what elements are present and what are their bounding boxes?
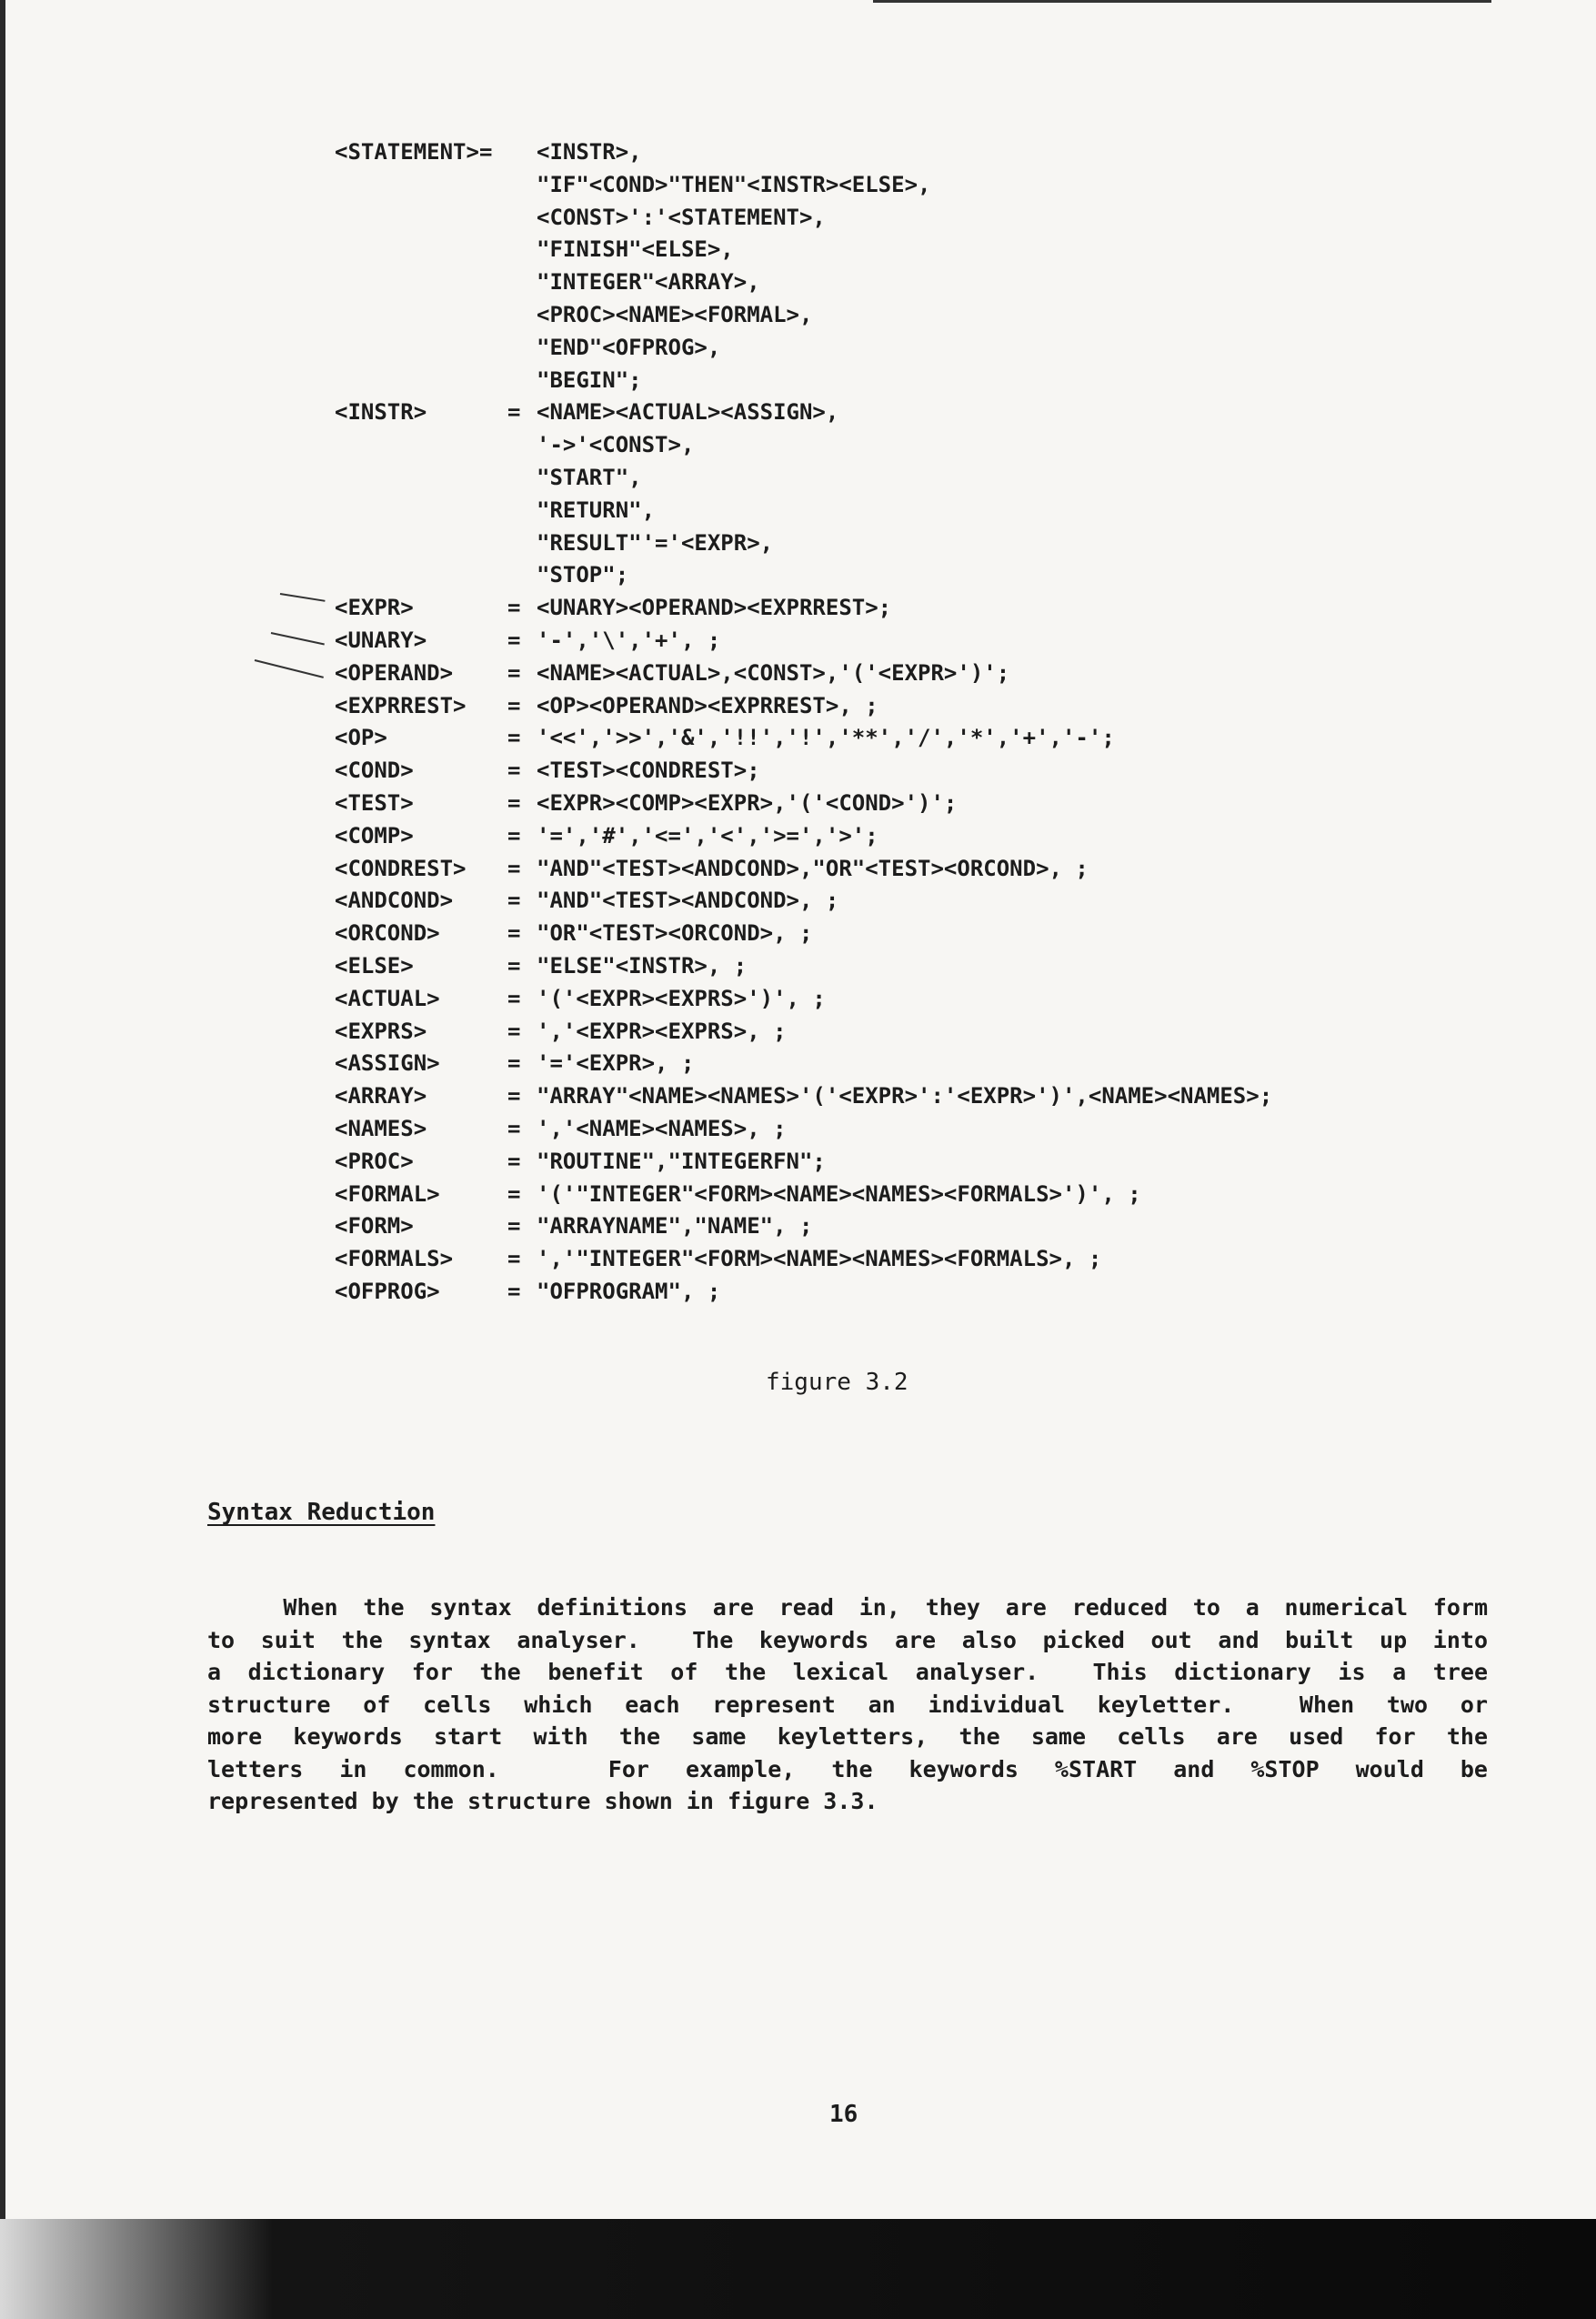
- grammar-lhs: [335, 169, 507, 202]
- grammar-lhs: [335, 365, 507, 397]
- paragraph-line-text: letters in common. For example, the keywords %START and %STOP would be: [207, 1755, 1488, 1782]
- grammar-eq: =: [507, 822, 521, 848]
- grammar-lhs: <UNARY>: [335, 627, 427, 653]
- grammar-rule: [335, 788, 1508, 820]
- grammar-rhs: "ARRAY"<NAME><NAMES>'('<EXPR>':'<EXPR>')',<NAME><NAMES>;: [537, 1083, 1273, 1109]
- grammar-eq: [507, 365, 537, 397]
- paragraph-line-text: When the syntax definitions are read in, they are reduced to a numerical form: [207, 1594, 1488, 1621]
- grammar-lhs: <EXPRS>: [335, 1018, 427, 1044]
- grammar-lhs: <ANDCOND>: [335, 888, 454, 914]
- grammar-rhs: "OFPROGRAM", ;: [537, 1278, 721, 1304]
- pen-mark-unary: [271, 632, 325, 645]
- grammar-rhs: <NAME><ACTUAL>,<CONST>,'('<EXPR>')';: [537, 659, 1010, 686]
- grammar-eq: =: [507, 888, 521, 914]
- grammar-rule: [335, 299, 1508, 332]
- grammar-rule: [335, 722, 1508, 755]
- paragraph-line: [207, 1753, 1488, 1786]
- grammar-definitions: [335, 136, 1508, 1309]
- grammar-rule: [335, 397, 1508, 429]
- scan-shadow: [0, 2219, 1596, 2319]
- grammar-rhs: "RESULT"'='<EXPR>,: [537, 529, 774, 556]
- grammar-lhs: <ASSIGN>: [335, 1050, 440, 1077]
- grammar-rhs: <NAME><ACTUAL><ASSIGN>,: [537, 399, 839, 426]
- figure-caption: figure 3.2: [766, 1369, 908, 1396]
- grammar-lhs: <OFPROG>: [335, 1278, 440, 1304]
- grammar-rule: [335, 1080, 1508, 1113]
- grammar-rhs: ','<NAME><NAMES>, ;: [537, 1115, 787, 1141]
- paragraph-line: [207, 1689, 1488, 1722]
- grammar-eq: =: [507, 1278, 521, 1304]
- grammar-rule: [335, 462, 1508, 495]
- grammar-lhs: <NAMES>: [335, 1115, 427, 1141]
- grammar-rule: [335, 365, 1508, 397]
- grammar-rhs: '='<EXPR>, ;: [537, 1050, 695, 1077]
- grammar-rule: [335, 950, 1508, 983]
- grammar-eq: =: [507, 1246, 521, 1272]
- grammar-rhs: "START",: [537, 464, 642, 490]
- grammar-eq: =: [507, 758, 521, 784]
- grammar-eq: =: [507, 1213, 521, 1240]
- grammar-lhs: [335, 234, 507, 266]
- grammar-lhs: <EXPR>: [335, 595, 414, 621]
- grammar-eq: [507, 202, 537, 235]
- grammar-rhs: '('<EXPR><EXPRS>')', ;: [537, 985, 826, 1011]
- grammar-rule: [335, 1113, 1508, 1146]
- paragraph-line-text: represented by the structure shown in figure 3.3.: [207, 1788, 878, 1814]
- page-top-edge: [873, 0, 1491, 3]
- grammar-eq: =: [507, 595, 521, 621]
- grammar-lhs: [335, 266, 507, 299]
- grammar-lhs: <OP>: [335, 725, 387, 751]
- grammar-lhs: [335, 559, 507, 592]
- grammar-lhs: [335, 527, 507, 560]
- grammar-eq: =: [507, 627, 521, 653]
- grammar-eq: [507, 136, 537, 169]
- grammar-rhs: '=','#','<=','<','>=','>';: [537, 822, 878, 848]
- paragraph-line-text: a dictionary for the benefit of the lexical analyser. This dictionary is a tree: [207, 1659, 1488, 1685]
- grammar-eq: [507, 527, 537, 560]
- grammar-eq: =: [507, 1050, 521, 1077]
- grammar-rule: [335, 820, 1508, 853]
- grammar-rule: [335, 918, 1508, 950]
- grammar-rhs: "STOP";: [537, 562, 629, 588]
- grammar-eq: =: [507, 985, 521, 1011]
- grammar-rhs: <INSTR>,: [537, 139, 642, 165]
- grammar-lhs: <COND>: [335, 758, 414, 784]
- grammar-rule: [335, 1276, 1508, 1309]
- grammar-rule: [335, 1210, 1508, 1243]
- section-heading: Syntax Reduction: [207, 1499, 436, 1526]
- pen-mark-operand: [255, 659, 324, 678]
- grammar-rhs: <UNARY><OPERAND><EXPRREST>;: [537, 595, 892, 621]
- grammar-rule: [335, 136, 1508, 169]
- grammar-rhs: '<<','>>','&','!!','!','**','/','*','+','-';: [537, 725, 1115, 751]
- grammar-eq: [507, 462, 537, 495]
- grammar-lhs: [335, 462, 507, 495]
- grammar-lhs: [335, 495, 507, 527]
- grammar-rhs: '('"INTEGER"<FORM><NAME><NAMES><FORMALS>')', ;: [537, 1180, 1141, 1207]
- grammar-lhs: <EXPRREST>: [335, 692, 467, 718]
- grammar-rule: [335, 592, 1508, 625]
- grammar-rule: [335, 690, 1508, 723]
- grammar-rhs: "ARRAYNAME","NAME", ;: [537, 1213, 813, 1240]
- grammar-rhs: "RETURN",: [537, 497, 656, 523]
- grammar-rhs: "FINISH"<ELSE>,: [537, 236, 734, 263]
- paragraph-line: [207, 1624, 1488, 1657]
- grammar-eq: =: [507, 1180, 521, 1207]
- grammar-rhs: ','<EXPR><EXPRS>, ;: [537, 1018, 787, 1044]
- grammar-rule: [335, 332, 1508, 365]
- grammar-rhs: '->'<CONST>,: [537, 432, 695, 458]
- pen-mark-expr: [280, 593, 326, 602]
- grammar-lhs: <TEST>: [335, 789, 414, 816]
- paragraph-line-text: more keywords start with the same keyletters, the same cells are used for the: [207, 1723, 1488, 1750]
- grammar-eq: [507, 299, 537, 332]
- grammar-rhs: <OP><OPERAND><EXPRREST>, ;: [537, 692, 878, 718]
- grammar-rhs: <TEST><CONDREST>;: [537, 758, 760, 784]
- grammar-lhs: <OPERAND>: [335, 659, 454, 686]
- grammar-rhs: "BEGIN";: [537, 366, 642, 393]
- grammar-rule: [335, 1243, 1508, 1276]
- paragraph-line: [207, 1656, 1488, 1689]
- grammar-rule: [335, 527, 1508, 560]
- grammar-rule: [335, 1016, 1508, 1049]
- grammar-rule: [335, 1048, 1508, 1080]
- grammar-rule: [335, 983, 1508, 1016]
- grammar-eq: [507, 169, 537, 202]
- grammar-rhs: "ROUTINE","INTEGERFN";: [537, 1148, 826, 1174]
- grammar-lhs: [335, 299, 507, 332]
- grammar-rule: [335, 202, 1508, 235]
- grammar-eq: [507, 559, 537, 592]
- grammar-lhs: <CONDREST>: [335, 855, 467, 881]
- grammar-eq: =: [507, 1018, 521, 1044]
- grammar-rule: [335, 169, 1508, 202]
- grammar-lhs: [335, 332, 507, 365]
- grammar-eq: [507, 332, 537, 365]
- grammar-rhs: "END"<OFPROG>,: [537, 334, 721, 360]
- paragraph-line-text: to suit the syntax analyser. The keywords are also picked out and built up into: [207, 1626, 1488, 1653]
- grammar-eq: =: [507, 855, 521, 881]
- grammar-rule: [335, 853, 1508, 886]
- paragraph-line-text: structure of cells which each represent an individual keyletter. When two or: [207, 1691, 1488, 1718]
- grammar-eq: =: [507, 920, 521, 947]
- grammar-rhs: "INTEGER"<ARRAY>,: [537, 269, 760, 296]
- grammar-rule: [335, 234, 1508, 266]
- grammar-rhs: "OR"<TEST><ORCOND>, ;: [537, 920, 813, 947]
- grammar-eq: [507, 429, 537, 462]
- grammar-eq: =: [507, 1083, 521, 1109]
- grammar-lhs: [335, 202, 507, 235]
- paragraph-line: [207, 1785, 1488, 1818]
- grammar-eq: =: [507, 399, 521, 426]
- grammar-rhs: "AND"<TEST><ANDCOND>, ;: [537, 888, 839, 914]
- grammar-rule: [335, 1179, 1508, 1211]
- grammar-lhs: [335, 429, 507, 462]
- grammar-rhs: ','"INTEGER"<FORM><NAME><NAMES><FORMALS>, ;: [537, 1246, 1102, 1272]
- grammar-lhs: <FORM>: [335, 1213, 414, 1240]
- grammar-rhs: <EXPR><COMP><EXPR>,'('<COND>')';: [537, 789, 958, 816]
- grammar-rhs: '-','\','+', ;: [537, 627, 721, 653]
- grammar-rule: [335, 755, 1508, 788]
- grammar-eq: =: [507, 789, 521, 816]
- grammar-rule: [335, 1146, 1508, 1179]
- grammar-rule: [335, 266, 1508, 299]
- grammar-lhs: <ACTUAL>: [335, 985, 440, 1011]
- paragraph-line: [207, 1721, 1488, 1753]
- page-number: 16: [829, 2101, 858, 2128]
- grammar-rule: [335, 429, 1508, 462]
- grammar-eq: =: [507, 692, 521, 718]
- page-left-edge: [0, 0, 5, 2219]
- grammar-rule: [335, 658, 1508, 690]
- grammar-lhs: <ARRAY>: [335, 1083, 427, 1109]
- grammar-eq: [507, 495, 537, 527]
- grammar-eq: =: [507, 725, 521, 751]
- grammar-eq: =: [507, 1115, 521, 1141]
- grammar-lhs: <FORMAL>: [335, 1180, 440, 1207]
- grammar-lhs: <INSTR>: [335, 399, 427, 426]
- grammar-lhs: <ORCOND>: [335, 920, 440, 947]
- paragraph-line: [207, 1591, 1488, 1624]
- grammar-lhs: <COMP>: [335, 822, 414, 848]
- grammar-eq: =: [507, 1148, 521, 1174]
- grammar-eq: =: [507, 659, 521, 686]
- body-paragraph: [207, 1591, 1488, 1818]
- grammar-rule: [335, 559, 1508, 592]
- grammar-rhs: <CONST>':'<STATEMENT>,: [537, 204, 826, 230]
- grammar-lhs: <STATEMENT>=: [335, 139, 493, 165]
- grammar-lhs: <FORMALS>: [335, 1246, 454, 1272]
- grammar-rule: [335, 495, 1508, 527]
- grammar-eq: [507, 266, 537, 299]
- grammar-eq: [507, 234, 537, 266]
- grammar-rhs: "ELSE"<INSTR>, ;: [537, 952, 748, 979]
- grammar-rhs: "IF"<COND>"THEN"<INSTR><ELSE>,: [537, 171, 931, 197]
- grammar-eq: =: [507, 952, 521, 979]
- grammar-rhs: "AND"<TEST><ANDCOND>,"OR"<TEST><ORCOND>, ;: [537, 855, 1089, 881]
- grammar-rule: [335, 625, 1508, 658]
- grammar-rhs: <PROC><NAME><FORMAL>,: [537, 301, 813, 327]
- grammar-lhs: <PROC>: [335, 1148, 414, 1174]
- grammar-lhs: <ELSE>: [335, 952, 414, 979]
- grammar-rule: [335, 885, 1508, 918]
